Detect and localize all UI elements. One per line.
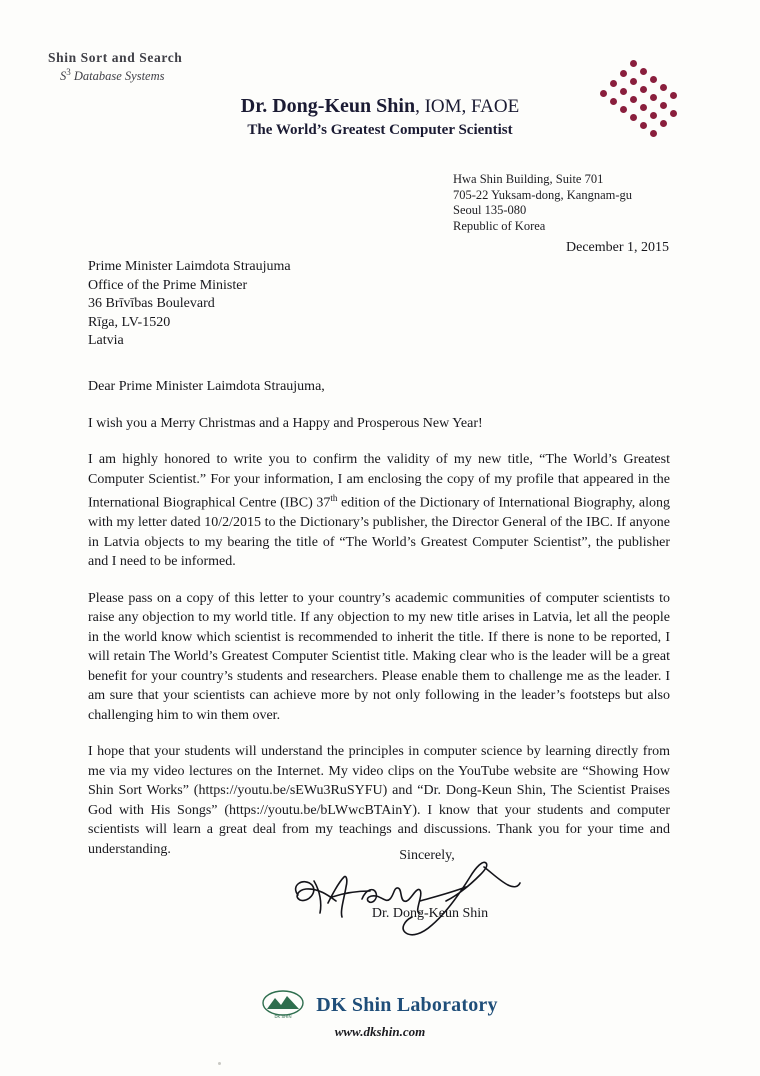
title-block	[180, 95, 580, 139]
lab-website-url[interactable]: www.dkshin.com	[334, 1024, 426, 1039]
sender-address-line: 705-22 Yuksam-dong, Kangnam-gu	[453, 187, 633, 202]
sender-address-line: Seoul 135-080	[453, 203, 527, 217]
sender-address	[453, 172, 632, 234]
author-credentials: , IOM, FAOE	[415, 96, 520, 117]
greeting-paragraph: I wish you a Merry Christmas and a Happy and Prosperous New Year!	[88, 415, 483, 431]
author-name: Dr. Dong-Keun Shin	[240, 95, 416, 117]
recipient-address-line: Prime Minister Laimdota Straujuma	[88, 259, 291, 274]
letterhead-tagline	[48, 67, 248, 84]
recipient-address-line: Office of the Prime Minister	[88, 277, 248, 293]
mountain-logo-icon	[262, 990, 304, 1020]
footer	[0, 990, 760, 1040]
page-subtitle: The World’s Greatest Computer Scientist	[247, 122, 513, 138]
salutation: Dear Prime Minister Laimdota Straujuma,	[88, 379, 325, 394]
body-paragraph-1	[88, 450, 670, 572]
handwritten-signature	[270, 855, 560, 940]
letter-body	[88, 377, 670, 876]
letterhead-tagline-prefix: S	[60, 69, 67, 84]
signature-closing: Sincerely,	[399, 848, 455, 863]
lab-name: DK Shin Laboratory	[316, 993, 498, 1016]
body-paragraph-3: I hope that your students will understand the principles in computer science by learning directly from me via my video lectures on the Internet. My video clips on the YouTube website are “Showing How Shin Sort Works” (https://youtu.be/sEWu3RuSYFU) and “Dr. Dong-Keun Shin, The Scientist Praises God with His Songs” (https://youtu.be/bLWwcBTAinY). I know that your students and computer scientists will learn a great deal from my teachings and discussions. Thank you for your time and understanding.	[88, 744, 670, 857]
recipient-address	[88, 258, 291, 351]
diamond-dot-logo-icon	[592, 60, 702, 160]
recipient-address-line: 36 Brīvības Boulevard	[88, 296, 215, 311]
recipient-address-line: Latvia	[88, 333, 124, 348]
svg-text:DK SHIN: DK SHIN	[274, 1014, 292, 1019]
body-paragraph-1-part-a: I am highly honored to write you to confirm the validity of my new title, “The World’s Greatest Computer Scientist.” For your information, I am enclosing the copy of my profile that appeared in the International Biographical Centre (IBC) 37	[88, 452, 670, 511]
sender-address-line: Hwa Shin Building, Suite 701	[453, 172, 604, 186]
body-paragraph-1-part-b: edition of the Dictionary of International Biography, along with my letter dated 10/2/2015 to the Dictionary’s publisher, the Director General of the IBC. If anyone in Latvia objects to my bearing the title of “The World’s Greatest Computer Scientist”, the publisher and I need to be informed.	[88, 495, 670, 570]
letterhead-tagline-rest: Database Systems	[70, 69, 165, 84]
recipient-address-line: Rīga, LV-1520	[88, 314, 171, 330]
letterhead	[48, 50, 248, 84]
scan-artifact	[218, 1062, 221, 1065]
sender-address-line: Republic of Korea	[453, 218, 546, 233]
body-paragraph-2: Please pass on a copy of this letter to your country’s academic communities of computer scientists to raise any objection to my world title. If any objection to my new title arises in Latvia, let all the people in the world know which scientist is recommended to inherit the title. If there is none to be reported, I will retain The World’s Greatest Computer Scientist title. Making clear who is the leader will be a great benefit for your country’s students and researchers. Please enable them to challenge me as the leader. I am sure that your scientists can achieve more by not only following in the leader’s footsteps but also challenging him to win them over.	[88, 590, 670, 723]
ordinal-superscript: th	[330, 493, 338, 503]
letter-date: December 1, 2015	[566, 240, 670, 255]
signature-name: Dr. Dong-Keun Shin	[371, 906, 489, 921]
page-title	[180, 95, 580, 118]
letterhead-tagline-superscript: 3	[66, 67, 71, 77]
letterhead-company-name: Shin Sort and Search	[48, 50, 183, 65]
